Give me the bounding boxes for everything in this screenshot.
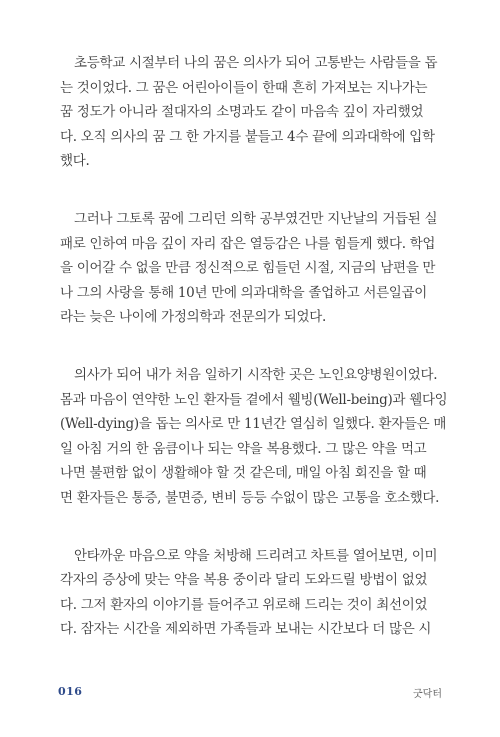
page-number: 016 xyxy=(58,685,83,698)
text-line: 을 이어갈 수 없을 만큼 정신적으로 힘들던 시절, 지금의 남편을 만 xyxy=(60,260,436,277)
text-line: 했다. xyxy=(60,153,90,170)
text-line: 몸과 마음이 연약한 노인 환자들 곁에서 웰빙(Well-being)과 웰다잉 xyxy=(60,391,448,408)
text-line: 패로 인하여 마음 깊이 자리 잡은 열등감은 나를 힘들게 했다. 학업 xyxy=(60,235,436,252)
text-line: 다. 잠자는 시간을 제외하면 가족들과 보내는 시간보다 더 많은 시 xyxy=(60,621,432,638)
text-line: 다. 오직 의사의 꿈 그 한 가지를 붙들고 4수 끝에 의과대학에 입학 xyxy=(60,128,435,145)
text-line: 안타까운 마음으로 약을 처방해 드리려고 차트를 열어보면, 이미 xyxy=(74,547,438,564)
text-line: (Well-dying)을 돕는 의사로 만 11년간 열심히 일했다. 환자들은 매 xyxy=(60,416,447,433)
text-line: 다. 그저 환자의 이야기를 들어주고 위로해 드리는 것이 최선이었 xyxy=(60,596,428,613)
text-line: 나면 불편함 없이 생활해야 할 것 같은데, 매일 아침 회진을 할 때 xyxy=(60,465,427,482)
paragraph xyxy=(60,363,448,511)
body-text xyxy=(60,51,448,675)
text-line: 라는 늦은 나이에 가정의학과 전문의가 되었다. xyxy=(60,309,327,326)
text-line: 의사가 되어 내가 처음 일하기 시작한 곳은 노인요양병원이었다. xyxy=(74,366,438,383)
paragraph xyxy=(60,207,438,330)
text-line: 꿈 정도가 아니라 절대자의 소명과도 같이 마음속 깊이 자리했었 xyxy=(60,104,424,121)
text-line: 그러나 그토록 꿈에 그리던 의학 공부였건만 지난날의 거듭된 실 xyxy=(74,210,438,227)
running-head: 굿닥터 xyxy=(413,689,442,700)
text-line: 나 그의 사랑을 통해 10년 만에 의과대학을 졸업하고 서른일곱이 xyxy=(60,284,428,301)
text-line: 는 것이었다. 그 꿈은 어린아이들이 한때 흔히 가져보는 지나가는 xyxy=(60,79,428,96)
text-line: 면 환자들은 통증, 불면증, 변비 등등 수없이 많은 고통을 호소했다. xyxy=(60,489,440,506)
text-line: 각자의 증상에 맞는 약을 복용 중이라 달리 도와드릴 방법이 없었 xyxy=(60,572,428,589)
paragraph xyxy=(60,51,438,174)
text-line: 일 아침 거의 한 움큼이나 되는 약을 복용했다. 그 많은 약을 먹고 xyxy=(60,440,427,457)
paragraph xyxy=(60,544,438,642)
text-line: 초등학교 시절부터 나의 꿈은 의사가 되어 고통받는 사람들을 돕 xyxy=(74,55,438,71)
